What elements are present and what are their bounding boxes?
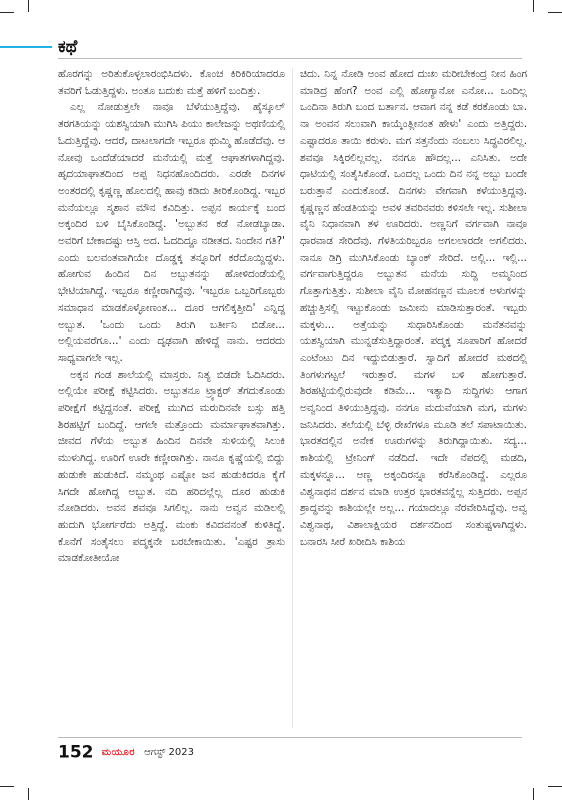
page-header [0, 34, 562, 60]
magazine-name: ಮಯೂರ [101, 747, 135, 758]
paragraph: ಚಿದು. ನಿನ್ನ ನೋಡಿ ಅಂವ ಹೋದ ದುಃಖ ಮರೀಬೇಕಂದ್ರ ನೀನ ಹಿಂಗ ಮಾಡಿದ್ರ ಹೆಂಗ? ಅಂವ ಎಲ್ಲಿ ಹೋಗ್ಯಾನೋ ಎನೋ... ಒಂದಿಲ್ಲ ಒಂದಿನಾ ತಿರುಗಿ ಬಂದ ಬರ್ತಾನ. ಆವಾಗ ನನ್ನ ಕಡೆ ಕರಕೊಂಡು ಬಾ. ನಾ ಅಂವನ ಸಲುವಾಗಿ ಕಾಯ್ಕೆಂತ್ಲೀನಂತ ಹೇಳು' ಎಂದು ಅತ್ತಿದ್ದರು. ಎಷ್ಟಾದರೂ ತಾಯಿ ಕರುಳು. ಮಗ ಸತ್ತನೆಂದು ನಂಬಲು ಸಿದ್ಧವಿರಲಿಲ್ಲ. ಶವವೂ ಸಿಕ್ಕಿರಲಿಲ್ಲವಲ್ಲ. ನನಗೂ ಹೌದಲ್ಲ... ಎನಿಸಿತು. ಅದೇ ಧಾಟಿಯಲ್ಲಿ ಸಂತೈಸಿಕೊಂಡೆ. ಒಂದಲ್ಲ ಒಂದು ದಿನ ನನ್ನ ಅಬ್ಬು ಬಂದೇ ಬರುತ್ತಾನೆ ಎಂದುಕೊಂಡೆ. ದಿನಗಳು ವೇಗವಾಗಿ ಕಳೆಯುತ್ತಿದ್ದವು. ಕೃಷ್ಣಣ್ಣನ ಹೆಂಡತಿಯನ್ನು ಅವಳ ತವರಿನವರು ಕಳಿಸಲೇ ಇಲ್ಲ. ಸುಶೀಲಾ ವೈನಿ ನಿಧಾನವಾಗಿ ತಳ ಊರಿದರು. ಅಣ್ಣನಿಗೆ ವರ್ಗವಾಗಿ ನಾವೂ ಧಾರವಾಡ ಸೇರಿದೆವು. ಗೆಳತಿಯರಿಬ್ಬರೂ ಅಗಲಲಾರದೇ ಅಗಲಿದರು. ನಾನೂ ಡಿಗ್ರಿ ಮುಗಿಸಿಕೊಂಡು ಬ್ಯಾಂಕ್ ಸೇರಿದೆ. ಅಲ್ಲಿ... ಇಲ್ಲಿ... ವರ್ಗವಾಗುತ್ತಿದ್ದರೂ ಅಬ್ಬುತನ ಮನೆಯ ಸುದ್ದಿ ಅಮ್ಮನಿಂದ ಗೊತ್ತಾಗುತ್ತಿತ್ತು. ಸುಶೀಲಾ ವೈನಿ ಮೋಹನಣ್ಣನ ಮೂಲಕ ಅಳುಗಳನ್ನು ಹಚ್ಚುತ್ತಿಸಲ್ಲಿ ಇಟ್ಟುಕೊಂಡು ಜಮೀನು ಮಾಡಿಸುತ್ತಾರಂತೆ. ಇಬ್ಬರು ಮಕ್ಕಳು... ಅತ್ತೆಯನ್ನು ಸುಧಾರಿಸಿಕೊಂಡು ಮನೆತನವನ್ನು ಯಶಸ್ವಿಯಾಗಿ ಮುನ್ನಡೆಸುತ್ತಿದ್ದಾರಂತೆ. ಪದ್ಮಕ್ಕ ಸೂಪಾರಿಗೆ ಹೋದರೆ ಎಂಟೆಂಟು ದಿನ ಇದ್ದುಬಿಡುತ್ತಾರೆ. ಸ್ವಾದಿಗೆ ಹೋದರೆ ಮಠದಲ್ಲಿ ತಿಂಗಳುಗಟ್ಟಲೆ ಇರುತ್ತಾರೆ. ಮಗಳ ಬಳಿ ಹೋಗುತ್ತಾರೆ. ಶಿರಹಟ್ಟಿಯಲ್ಲಿರುವುದೇ ಕಡಿಮೆ... ಇತ್ಯಾದಿ ಸುದ್ದಿಗಳು ಆಗಾಗ ಅವ್ವನಿಂದ ತಿಳಿಯುತ್ತಿದ್ದವು. ನನಗೂ ಮದುವೆಯಾಗಿ ಮಗ, ಮಗಳು ಜನಿಸಿದರು. ತಲೆಯಲ್ಲಿ ಬೆಳ್ಳಿ ರೇಖೆಗಳೂ ಮೂಡಿ ತಲೆ ಸಪಾಟಾಯಿತು. ಭಾರತದಲ್ಲಿನ ಅನೇಕ ಊರುಗಳನ್ನು ತಿರುಗಿದ್ದಾಯಿತು. ಸದ್ಯ... ಕಾಶಿಯಲ್ಲಿ ಟ್ರೇನಿಂಗ್ ನಡೆದಿದೆ. ಇದೇ ನೆಪದಲ್ಲಿ ಮಡದಿ, ಮಕ್ಕಳನ್ನೂ... ಅಣ್ಣ ಅಕ್ಕಂದಿರನ್ನೂ ಕರೆಸಿಕೊಂಡಿದ್ದೆ. ಎಲ್ಲರೂ ವಿಶ್ವನಾಥನ ದರ್ಶನ ಮಾಡಿ ಉತ್ತರ ಭಾರತವನ್ನೆಲ್ಲ ಸುತ್ತಿದರು. ಅಪ್ಪನ ಶ್ರಾದ್ಧವನ್ನು ಕಾಶಿಯಲ್ಲೇ ಅಲ್ಲ... ಗಯಾದಲ್ಲೂ ನೆರವೇರಿಸಿದ್ದೆವು. ಅವ್ವ ವಿಶ್ವನಾಥ, ವಿಶಾಲಾಕ್ಷಿಯರ ದರ್ಶನದಿಂದ ಸಂತುಷ್ಟಳಾಗಿದ್ದಳು. ಬನಾರಸಿ ಸೀರೆ ಖರೀದಿಸಿ ಕಾಶಿಯ [300, 68, 527, 548]
issue-date: ಆಗಸ್ಟ್ 2023 [144, 747, 194, 758]
header-rule [58, 58, 522, 59]
section-label: ಕಥೆ [58, 37, 78, 57]
footer-rule [58, 737, 522, 738]
crop-mark-bottom-left-v [28, 788, 29, 800]
crop-mark-top-right [548, 12, 562, 13]
paragraph: ಹೊರಗನ್ನು ಅರಿತುಕೊಳ್ಳಲಾರಂಭಿಸಿದಳು. ಕೊಂಚ ಕಿರಿಕಿರಿಯಾದರೂ ತವರಿಗೆ ಓಡುತ್ತಿದ್ದಳು. ಅಂತೂ ಬದುಕು ಮತ್ತೆ ಹಳಿಗೆ ಬಂದಿತ್ತು. [58, 68, 285, 97]
paragraph: ಎಲ್ಲ ನೋಡುತ್ತಲೇ ನಾವೂ ಬೆಳೆಯುತ್ತಿದ್ದೆವು. ಹೈಸ್ಕೂಲ್ ತರಗತಿಯನ್ನು ಯಶಸ್ವಿಯಾಗಿ ಮುಗಿಸಿ ಪಿಯು ಕಾಲೇಜನ್ನು ಅಥಣಿಯಲ್ಲಿ ಓದುತ್ತಿದ್ದೆವು. ಆದರೆ, ದಾಟಲಾಗದೇ ಇಬ್ಬರೂ ಥುಮ್ಮಿ ಹೊಡೆದೆವು. ಆ ನೋವು ಒಂದೆಡೆಯಾದರೆ ಮನೆಯಲ್ಲಿ ಮತ್ತೆ ಆಘಾತಗಳಾಗಿದ್ದವು. ಹೃದಯಾಘಾತದಿಂದ ಅಪ್ಪ ನಿಧನಹೊಂದಿದರು. ಎರಡೇ ದಿನಗಳ ಅಂತರದಲ್ಲಿ ಕೃಷ್ಣಣ್ಣ ಹೊಲದಲ್ಲಿ ಹಾವು ಕಡಿದು ತೀರಿಕೊಂಡಿದ್ದ. ಇಬ್ಬರ ಮನೆಯಲ್ಲೂ ಸ್ಮಶಾನ ಮೌನ ಕವಿದಿತ್ತು. ಅಪ್ಪನ ಕಾರ್ಯಕ್ಕೆ ಬಂದ ಅಕ್ಕಂದಿರ ಬಳಿ ಬೈಸಿಕೊಂಡಿದ್ದೆ. 'ಅಬ್ಬುತನ ಕಡೆ ನೋಡಬ್ಯಾಡಾ. ಅವರಿಗೆ ಬೇಕಾದಷ್ಟು ಆಸ್ತಿ ಅದ. ಓದದಿದ್ದೂ ನಡೀತದ. ನಿಂದೇನ ಗತಿ?' ಎಂದು ಬಲವಂತವಾಗಿಯೇ ದೊಡ್ಡಕ್ಕ ತನ್ನೂರಿಗೆ ಕರೆದೊಯ್ದಿದ್ದಳು. ಹೋಗುವ ಹಿಂದಿನ ದಿನ ಅಬ್ಬುತನನ್ನು ಹೋಳಿದಂಡೆಯಲ್ಲಿ ಭೇಟಿಯಾಗಿದ್ದೆ. ಇಬ್ಬರೂ ಕಣ್ಣೀರಾಗಿದ್ದೆವು. 'ಇಬ್ಬರೂ ಒಬ್ಬರಿಗೊಬ್ಬರು ಸಮಾಧಾನ ಮಾಡಕೊಳ್ಳೋಣಂತ... ದೂರ ಆಗಲಿಕ್ಕತ್ತೀದಿ' ಎನ್ನಿದ್ದ ಅಬ್ಬುತ. 'ಒಂದು ಒಂದು ತಿರುಗಿ ಬರ್ತೀನಿ ಬಿಡೋ... ಅಲ್ಲಿಯವರೆಗೂ...' ಎಂದು ದೃಢವಾಗಿ ಹೇಳಿದ್ದೆ ನಾನು. ಆದರದು ಸಾಧ್ಯವಾಗಲೇ ಇಲ್ಲ. [58, 101, 285, 364]
crop-mark-bottom-left [0, 786, 14, 787]
crop-mark-bottom-right [548, 786, 562, 787]
article-column-right [300, 66, 527, 734]
column-divider [292, 68, 293, 728]
paragraph: ಅಕ್ಕನ ಗಂಡ ಶಾಲೆಯಲ್ಲಿ ಮಾಸ್ತರು. ನಿತ್ಯ ಬಿಡದೇ ಓದಿಸಿದರು. ಅಲ್ಲಿಯೇ ಪರೀಕ್ಷೆ ಕಟ್ಟಿಸಿದರು. ಅಬ್ಬುತನೂ ಟ್ರ್ಯಾಕ್ಟರ್ ತೆಗದುಕೊಂಡು ಪರೀಕ್ಷೆಗೆ ಕಟ್ಟಿದ್ದನಂತೆ. ಪರೀಕ್ಷೆ ಮುಗಿದ ಮರುದಿನವೇ ಬಸ್ಸು ಹತ್ತಿ ಶಿರಹಟ್ಟಿಗೆ ಬಂದಿದ್ದೆ. ಆಗಲೇ ಮತ್ತೊಂದು ಮರ್ಮಾಘಾತವಾಗಿತ್ತು. ಜೀವದ ಗೆಳೆಯ ಅಬ್ಬುತ ಹಿಂದಿನ ದಿನವೇ ಸುಳಿಯಲ್ಲಿ ಸಿಲುಕಿ ಮುಳುಗಿದ್ದ. ಊರಿಗೆ ಊರೇ ಕಣ್ಣೀರಾಗಿತ್ತು. ನಾನೂ ಕೃಷ್ಣೆಯಲ್ಲಿ ಬಿದ್ದು ಹುಡುಕೇ ಹುಡುಕಿದೆ. ನಮ್ಮಂಥ ಎಷ್ಟೋ ಜನ ಹುಡುಕಿದರೂ ಕೈಗೆ ಸಿಗದೇ ಹೋಗಿದ್ದ ಅಬ್ಬುತ. ನದಿ ಹರಿದಲ್ಲೆಲ್ಲ ದೂರ ಹುಡುಕಿ ನೋಡಿದರು. ಅವನ ಶವವೂ ಸಿಗಲಿಲ್ಲ. ನಾನು ಅವ್ವನ ಮಡಿಲಲ್ಲಿ ಹುದುಗಿ ಭೋರ್ಗರೆದು ಅತ್ತಿದ್ದೆ. ಮಂಕು ಕವಿದವನಂತೆ ಕುಳಿತಿದ್ದೆ. ಕೊನೆಗೆ ಸಂತೈಸಲು ಪದ್ಮಕ್ಕನೇ ಬರಬೇಕಾಯಿತು. 'ಎಷ್ಟರ ತ್ರಾಸು ಮಾಡಕೋತೀಯೋ [58, 368, 285, 565]
article-column-left [58, 66, 285, 734]
section-accent-bar [0, 46, 52, 48]
page-number: 152 [58, 742, 94, 763]
crop-mark-top-left-v [28, 0, 29, 12]
crop-mark-top-right-v [533, 0, 534, 12]
page-footer [58, 742, 194, 764]
crop-mark-top-left [0, 12, 14, 13]
crop-mark-bottom-right-v [533, 788, 534, 800]
